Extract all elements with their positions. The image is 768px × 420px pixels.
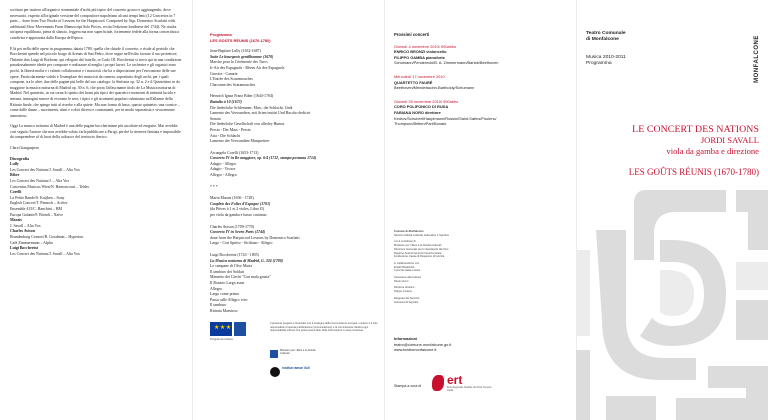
programma-movement: Ir-Aïr des Espagnols - Rêveu Air des Espagnols [210, 65, 285, 70]
programma-movement: Lamento der Verwundten Musquetirer [210, 139, 270, 144]
programma-movement: Concerto IV in Re maggiore, op. 6/4 (1712, stampa postuma 1714) [210, 156, 317, 161]
credit-line: Erstal Plastichirik [394, 265, 415, 269]
programma-movement: Largo - Con Spirito - Siciliano - Allegro [210, 241, 273, 246]
programma-piece [210, 94, 370, 144]
essay-paragraph: scrittura per tastiera all'organico strumentale d'archi più tipico del concerto grosso e aggiungendo, dove necessario, rispetto all'originale versione del compositore napoletano alcuni tempi lenti (12 Concertos in 7 parts… done from Two Books of Lessons for the Harpsicord. Composed by Sigr. Domenico Scarlatti with additional Slow Movements From Manuscript Solo Pieces, recita l'edizione londinese del 1744). Ne risulta un'opera equilibrata, piena di slancio, leggera ma non superficiale, fortemente fedele alla forma concertistica condivisa e apprezzata dalla Europa dell'epoca. [10, 8, 180, 40]
programma-movement: Lamento des Verwundten, mit Arien imitirt Und Baccho dedicirt [210, 111, 311, 116]
credit-line: Servizio Attività Culturali, Educative e Sportive [394, 233, 449, 237]
event-detail: Beethoven/Mendelssohn-Bartholdy/Schumann [394, 85, 475, 91]
programma-section-label: LES GOÛTS RÉUNIS (1670-1780) [210, 37, 271, 43]
ramon-llull-logo-mark [270, 367, 280, 377]
concert-title: LES GOÛTS RÉUNIS (1670-1780) [628, 167, 759, 177]
cover-title [586, 124, 759, 178]
credit-line: Comune di Monfalcone [394, 230, 424, 233]
credit-line: Direttore artistico [394, 286, 415, 290]
credit-line: Giovanna D'Agostini [394, 300, 419, 304]
upcoming-title: Prossimi concerti [394, 32, 430, 37]
credit-line: Fondazione Cassa di Risparmio di Gorizia [394, 255, 445, 259]
event-item [394, 44, 574, 66]
ministry-logo [270, 348, 318, 360]
programma-movement: Marche pour la Cérémonie des Turcs [210, 60, 268, 65]
programma-movement: Adagio - Allegro [210, 161, 237, 166]
programma-composer: Arcangelo Corelli (1653-1713) [210, 150, 259, 155]
programma-movement: Aria - Die Schlacht [210, 133, 241, 138]
programma-movement: Largo come prima [210, 292, 239, 297]
programma-movement: Chaconne des Scaramouches [210, 82, 256, 87]
credit-group [394, 286, 494, 293]
programma-movement: Couplets des Folies d'Espagne (1701) [210, 201, 271, 206]
culture-programme-label: Programma Cultura [210, 338, 233, 341]
discography-entry: Les Concert des Nations/J. – Alia Vox [10, 179, 70, 184]
discography-composer: Lully [10, 162, 19, 167]
credit-line: Direzione Generale per lo Spettacolo dal Vivo [394, 247, 449, 251]
programma-blocks [210, 49, 370, 314]
discography-list [10, 162, 182, 257]
essay-column [10, 8, 182, 257]
programma-label: Programma [210, 32, 232, 37]
programma-movement: Allegro - Allegro [210, 173, 237, 178]
credit-line: Dirigente del Servizio [394, 296, 420, 300]
monfalcone-brand [750, 28, 764, 90]
programma-movement: Le campane di l'Ave Maria [210, 264, 253, 269]
panel-upcoming [384, 0, 576, 420]
event-detail: QUARTETTO FAURÉ [394, 79, 433, 85]
programma-composer: * * * [210, 184, 218, 189]
discography-heading: Discografia [10, 156, 30, 161]
credit-line: Regione Autonoma Friuli Venezia Giulia [394, 251, 442, 255]
discography-entry: Ensemble 415/C. Banchini – HM [10, 207, 62, 211]
discography-composer: Biber [10, 173, 20, 178]
ramon-llull-logo [270, 365, 318, 379]
discography-composer: Corelli [10, 190, 22, 195]
event-date: Giovedì 4 novembre 2010/ 900abbo [394, 43, 457, 49]
credit-line: Paolo Venni [394, 279, 409, 283]
credit-group [394, 297, 494, 304]
monfalcone-brand-text: MONFALCONE [754, 35, 760, 83]
season-line: Musica 2010-2011 [586, 55, 626, 60]
discography-entry: English Concert/T. Pinnock – Archiv [10, 201, 68, 206]
credit-line: con il contributo di [394, 240, 416, 244]
ert-logo [432, 374, 492, 394]
credit-line: Il piccolo della musica [394, 269, 421, 273]
event-item [394, 74, 574, 91]
eu-flag-logo: ★★★ [210, 322, 232, 336]
event-date: Giovedì 25 novembre 2010/ 900abbo [394, 98, 459, 104]
programma-movement: Minuetto dei Ciechi "Con mala grazia" [210, 275, 271, 280]
discography-entry: Les Concert des Nations/J. Savall – Alia Vox [10, 251, 80, 256]
programma-composer: Heinrich Ignaz Franz Biber (1644-1704) [210, 94, 274, 99]
programma-movement: Ritirata Maestoso [210, 308, 238, 313]
discography-composer: Charles Avison [10, 229, 35, 234]
programma-movement: Battalia à 10 (1673) [210, 99, 242, 104]
programma-movement: Adagio - Vivace [210, 167, 236, 172]
event-detail: ENRICO BRONZI violoncello [394, 49, 447, 55]
programma-movement: done from the Harpsicord Lessons by Domenico Scarlatti [210, 235, 300, 240]
info-website[interactable]: www.teatromonfalcone.it [394, 347, 437, 353]
programma-movement: Il tamburo [210, 303, 227, 308]
season-line: Programma [586, 61, 612, 67]
credit-group [394, 276, 494, 283]
programma-movement: Il Rosario Largo assai [210, 280, 245, 285]
cover-artwork [576, 190, 768, 420]
info-heading: Informazioni [394, 336, 418, 341]
programma-piece [210, 185, 370, 191]
programma-composer: Charles Avison (1709-1770) [210, 224, 255, 229]
programma-composer: Luigi Boccherini (1743 - 1805) [210, 253, 259, 257]
programma-movement: Sonata [210, 116, 221, 121]
programma-piece [210, 196, 370, 218]
discography-entry: Europa Galante/F. Biondi – Naïve [10, 212, 63, 217]
programma-composer: Jean-Baptiste Lully (1632-1687) [210, 49, 261, 54]
event-detail: FILIPPO GAMBA pianoforte [394, 54, 445, 60]
programma-movement: Die liederliche Schlemmer, Marc, die Schlacht, Undt [210, 105, 293, 110]
discography-entry: Concentus Musicus Wien/N. Harnoncourt – Teldec [10, 184, 90, 189]
event-detail: FABIANA NORO direttore [394, 109, 441, 115]
upcoming-column [394, 32, 574, 135]
discography-entry: La Petite Bande/S. Kuijken – Sony [10, 195, 65, 200]
programma-movement: La Musica notturna di Madrid, G. 324 (1780) [210, 258, 283, 263]
ministry-logo-text: Ministero per i Beni e le Attività Culturali [280, 349, 316, 356]
event-date: Mercoledì 17 novembre 2010 [394, 73, 445, 79]
programma-movement: per viola da gamba e basso continuo [210, 213, 267, 218]
essay-author: Clara Giangaspero [10, 146, 40, 151]
programma-movement: Suite Le bourgeois gentilhomme (1670) [210, 54, 274, 59]
discography-entry: Les Concert des Nations/J. Savall – Alia Vox [10, 167, 80, 172]
credit-group [394, 240, 494, 259]
panel-programma [192, 0, 384, 420]
panel-essay [0, 0, 192, 420]
event-detail: Kedrov/Schubert/Hauptmann/Rossini/Saint-Saëns/Poulenc/ [394, 115, 497, 121]
credit-line: Assessore alla Cultura [394, 276, 421, 280]
credit-line: in collaborazione con [394, 261, 420, 265]
discography-entry: Brandenburg Consort/R. Goodman – Hyperion [10, 234, 84, 239]
event-detail: Thompson/Britten/Part/Bonato [394, 121, 447, 127]
panel-cover [576, 0, 768, 420]
discography-entry: J. Savall – Alia Vox [10, 223, 41, 228]
programma-movement: L'Entrée des Scaramouches [210, 77, 253, 82]
programma-piece [210, 253, 370, 315]
programma-piece [210, 151, 370, 179]
programma-movement: Gavotte - Canarie [210, 71, 238, 76]
discography-composer: Luigi Boccherini [10, 246, 38, 251]
theatre-name-line: di Monfalcone [586, 37, 619, 43]
discography-composer: Marais [10, 218, 22, 223]
ministry-logo-mark [270, 350, 278, 358]
season-label [586, 55, 626, 67]
programma-piece [210, 225, 370, 247]
programma-movement: Presto - Der Mars - Presto [210, 127, 251, 132]
ensemble-name: LE CONCERT DES NATIONS [632, 124, 759, 135]
event-item [394, 99, 574, 127]
credits-block [394, 230, 494, 307]
programma-movement: Passa calle Allegro vivo [210, 297, 248, 302]
programma-piece [210, 49, 370, 88]
print-credit-label: Stampa a cura di [394, 384, 422, 388]
ert-logo-mark [432, 375, 444, 391]
programma-movement: Die liederliche Gesellschaft von allerley Humor [210, 122, 285, 127]
director-role: viola da gamba e direzione [666, 145, 759, 156]
programma-movement: Concerto IV in Seven Parts (1744) [210, 230, 266, 235]
credit-line: Ministero per i Beni e le Attività Culturali [394, 244, 442, 248]
ert-logo-name: ert [447, 373, 463, 387]
programma-composer: Marin Marais (1656 - 1728) [210, 196, 254, 201]
event-list [394, 44, 574, 127]
essay-paragraph: Oggi La musica notturna di Madrid è una delle pagine boccheriniane più ascoltate ed eseguite. Mai avrebbe così seguito l'autore che non avrebbe voluto farla pubblicare a Parigi, perché la riteneva limitata e impossibile da comprendere al di fuori della cultura e del territorio iberico. [10, 124, 181, 140]
programma-movement: (da Pièces à 1 et 2 violes, Libro II) [210, 207, 264, 212]
eu-disclaimer: Il presente progetto è finanziato con il sostegno della Commissione europea. L'autore è il solo responsabile di questa pubblicazione (comunicazione) e la Commissione declina ogni responsabilità sull'uso che potrà essere fatto delle informazioni in essa contenute. [270, 322, 378, 332]
info-block [394, 336, 514, 353]
essay-paragraph: E là poi nella delle opere in programma, datata 1780, quella che chiude il concerto, e risale al periodo che Boccherini spende nel piccolo borgo di Arenas di San Pedro, dove segue nell'esilio forzato il suo protettore, l'Infante don Luigi di Borbone, qui relegato dal fratello, re Carlo III. Boccherini si trova qui in una condizione paradossalmente ideale per comporre e realizzare al meglio i propri lavori. Le orchestre e gli organici sono pochi, la libertà molta e i valenti collaboratori e i musicisti che ha a disposizione per l'esecuzione delle sue opere. Particolarmente valido è l'esemplare dei musicisti da camera, soprattutto degli archi, per i quali compone, tra le altre, due delle pagine più belle del suo catalogo: la Sinfonia op. 32 n. 2 e il Quintettino in do maggiore la musica notturna di Madrid op. 30 n. 6, che porta l'affascinante titolo de La Musica notturna di Madrid. Nel quintetto, in cui torna lo spirito dei brani più tipici dei quartetti e momenti di intimità lucida e intensa, immagini sonore di evocano le sere, i tipici e gli strumenti popolari culminano nell'allarme della Ritirata finale, che spinge tutti al riserbo e alla quiete. Ma non forma di lusso, questo quintetto: una cornice – come dalle danze – movimenti, ritmi e colori diversi e contrastanti, per in modo separatista e vivacemente armonioso. [10, 46, 182, 118]
ramon-llull-logo-text: institut ramon llull [282, 366, 310, 370]
programma-movement: Allegro [210, 286, 222, 291]
credit-line: Filippo Juvarra [394, 290, 412, 294]
programma-movement: Il tamburo dei Soldati [210, 269, 245, 274]
discography-entry: Café Zimmermann – Alpha [10, 240, 53, 245]
sponsor-logos [210, 322, 380, 382]
event-detail: Schumann/Penderecki/B. A. Zimmermann/Bartók/Beethoven [394, 60, 499, 66]
theatre-name [586, 31, 626, 43]
director-name: JORDI SAVALL [700, 135, 759, 145]
credit-group [394, 230, 494, 237]
info-email[interactable]: teatro@comune.monfalcone.go.it [394, 341, 452, 347]
credit-group [394, 262, 494, 273]
event-detail: CORO POLIFONICO DI RUDA [394, 104, 449, 110]
theatre-name-line: Teatro Comunale [586, 31, 626, 36]
ert-logo-subtitle: Ente Regionale Teatrale del Friuli Venezia Giulia [447, 386, 492, 392]
culture-programme-logo [234, 322, 246, 336]
programma-column [210, 32, 370, 321]
